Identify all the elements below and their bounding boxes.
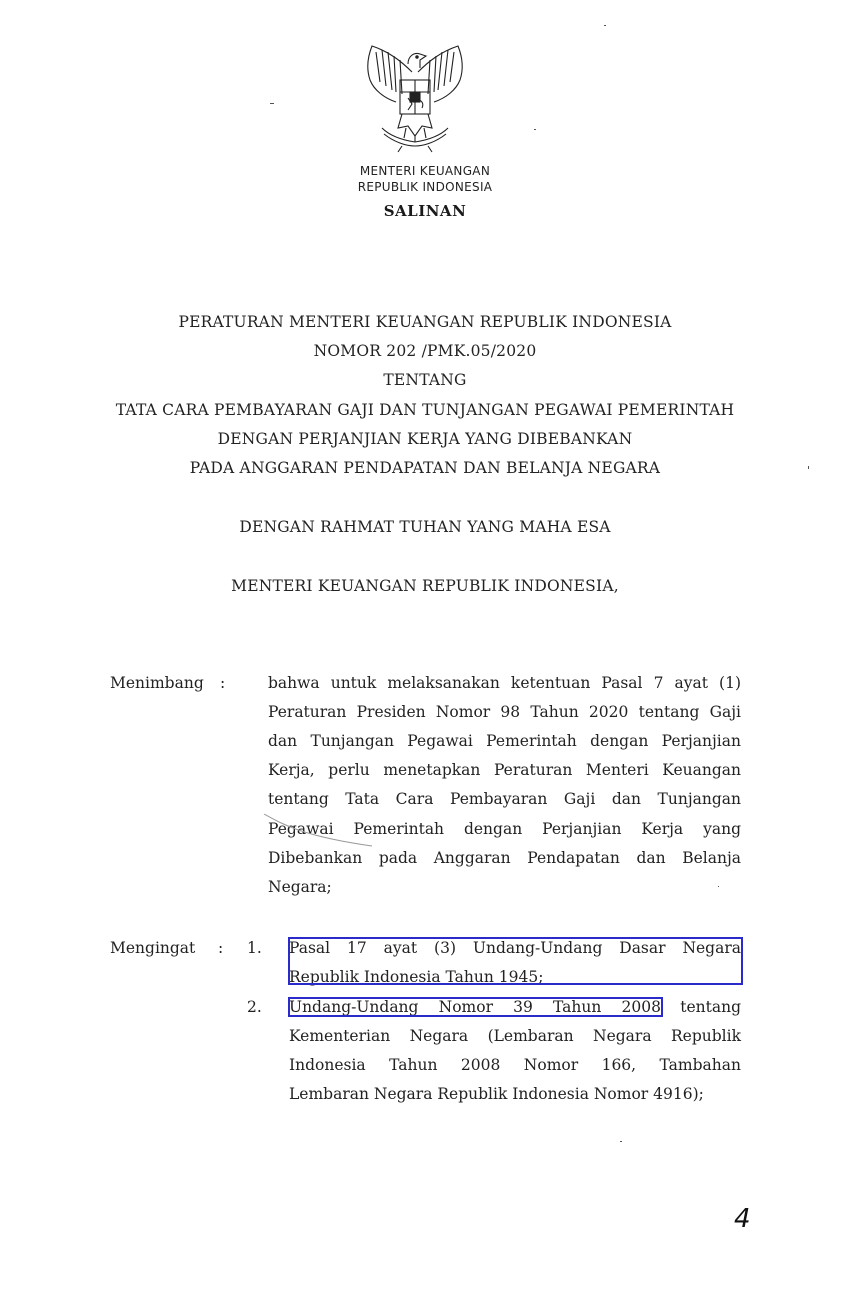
- menimbang-label: Menimbang: [110, 674, 204, 692]
- handwritten-page-mark: 4: [734, 1204, 751, 1234]
- menimbang-colon: :: [220, 674, 226, 692]
- title-line-1: PERATURAN MENTERI KEUANGAN REPUBLIK INDONESIA: [178, 313, 672, 331]
- scan-speck: [270, 103, 274, 104]
- menimbang-line: Pegawai Pemerintah dengan Perjanjian Kerja yang: [268, 820, 741, 838]
- title-line-3: TENTANG: [383, 371, 467, 389]
- salinan-stamp: SALINAN: [383, 202, 467, 220]
- highlight-box-item-2[interactable]: [288, 997, 663, 1017]
- item-2-highlight-text: Undang-Undang Nomor 39 Tahun 2008: [289, 998, 661, 1016]
- mengingat-colon: :: [218, 939, 224, 957]
- menimbang-line: Dibebankan pada Anggaran Pendapatan dan Belanja: [268, 849, 741, 867]
- menimbang-line: Negara;: [268, 878, 332, 896]
- scan-speck: [604, 25, 606, 26]
- menimbang-line: Peraturan Presiden Nomor 98 Tahun 2020 tentang Gaji: [268, 703, 741, 721]
- item-2-first-line-rest: tentang: [680, 998, 741, 1016]
- menimbang-line: bahwa untuk melaksanakan ketentuan Pasal 7 ayat (1): [268, 674, 741, 692]
- item-number: 2.: [247, 998, 262, 1016]
- blessing-line: DENGAN RAHMAT TUHAN YANG MAHA ESA: [239, 518, 611, 536]
- mengingat-label: Mengingat: [110, 939, 196, 957]
- menimbang-line: tentang Tata Cara Pembayaran Gaji dan Tunjangan: [268, 790, 741, 808]
- scan-speck: [620, 1141, 622, 1142]
- item-2-line: Lembaran Negara Republik Indonesia Nomor 4916);: [289, 1085, 704, 1103]
- menimbang-line: Kerja, perlu menetapkan Peraturan Menteri Keuangan: [268, 761, 741, 779]
- scan-speck: [718, 886, 719, 887]
- letterhead-line1: MENTERI KEUANGAN: [359, 164, 491, 178]
- item-1-line: Pasal 17 ayat (3) Undang-Undang Dasar Negara: [289, 939, 741, 957]
- title-line-5: DENGAN PERJANJIAN KERJA YANG DIBEBANKAN: [217, 430, 633, 448]
- highlight-box-item-1[interactable]: [288, 937, 743, 985]
- item-2-line: Kementerian Negara (Lembaran Negara Republik: [289, 1027, 741, 1045]
- title-line-2: NOMOR 202 /PMK.05/2020: [313, 342, 537, 360]
- item-1-line: Republik Indonesia Tahun 1945;: [289, 968, 544, 986]
- title-line-4: TATA CARA PEMBAYARAN GAJI DAN TUNJANGAN PEGAWAI PEMERINTAH: [115, 401, 735, 419]
- menimbang-line: dan Tunjangan Pegawai Pemerintah dengan Perjanjian: [268, 732, 741, 750]
- scan-speck: [808, 466, 809, 469]
- scan-speck: [534, 129, 536, 130]
- scan-mark-decoration: [262, 812, 382, 852]
- garuda-emblem-icon: [362, 42, 468, 154]
- title-line-6: PADA ANGGARAN PENDAPATAN DAN BELANJA NEGARA: [189, 459, 661, 477]
- issuer-line: MENTERI KEUANGAN REPUBLIK INDONESIA,: [231, 577, 619, 595]
- letterhead-line2: REPUBLIK INDONESIA: [357, 180, 493, 194]
- item-2-line: Indonesia Tahun 2008 Nomor 166, Tambahan: [289, 1056, 741, 1074]
- item-number: 1.: [247, 939, 262, 957]
